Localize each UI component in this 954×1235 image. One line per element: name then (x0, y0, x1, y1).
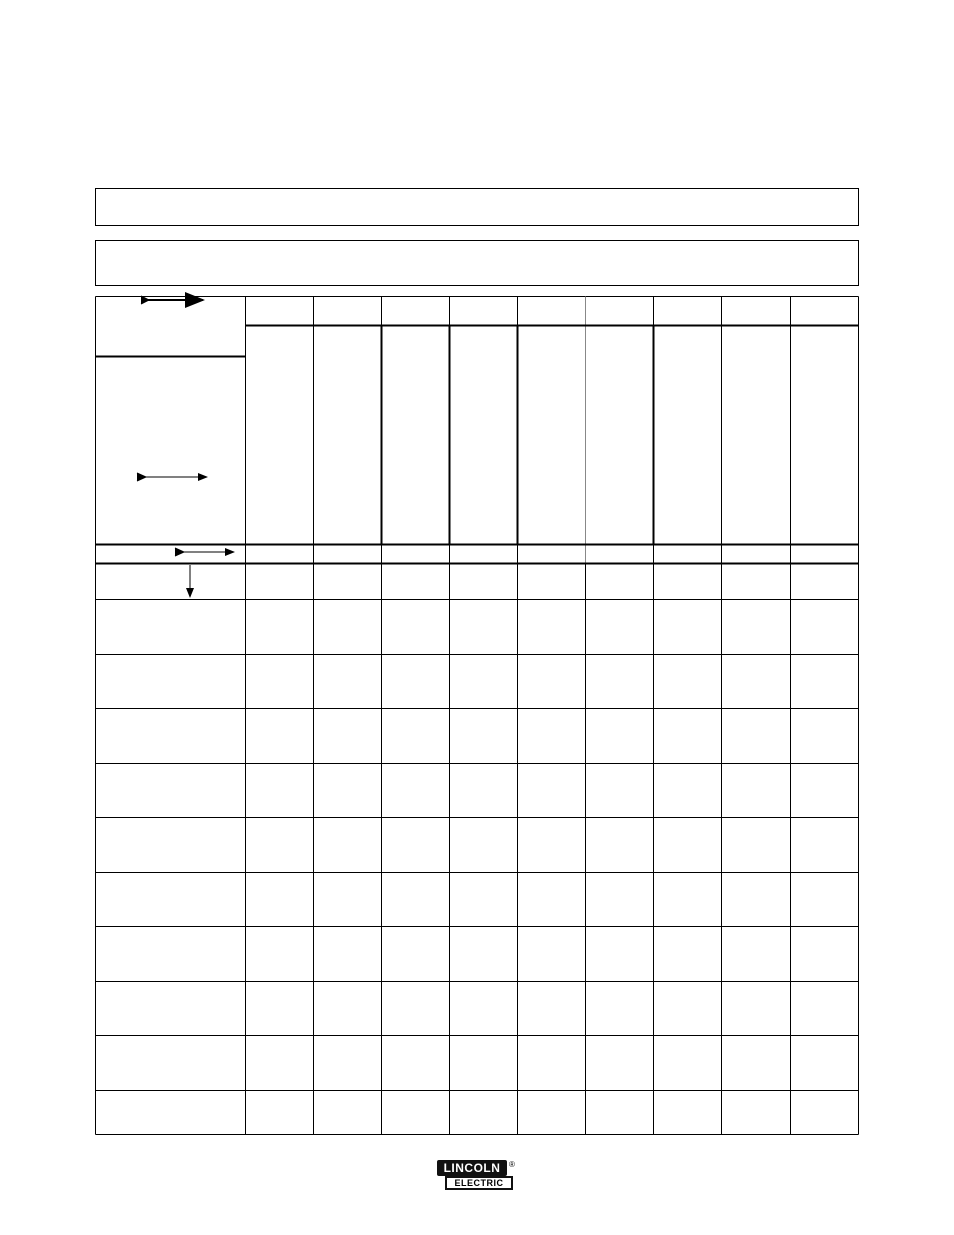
registered-mark: ® (509, 1160, 515, 1169)
logo-top-text: LINCOLN (437, 1160, 507, 1176)
arrow-tail-icon (137, 473, 146, 481)
arrow-tail-icon (141, 296, 149, 304)
lincoln-electric-logo (437, 1160, 517, 1192)
arrow-tail-icon (175, 548, 184, 556)
logo-bottom-text: ELECTRIC (445, 1176, 513, 1190)
